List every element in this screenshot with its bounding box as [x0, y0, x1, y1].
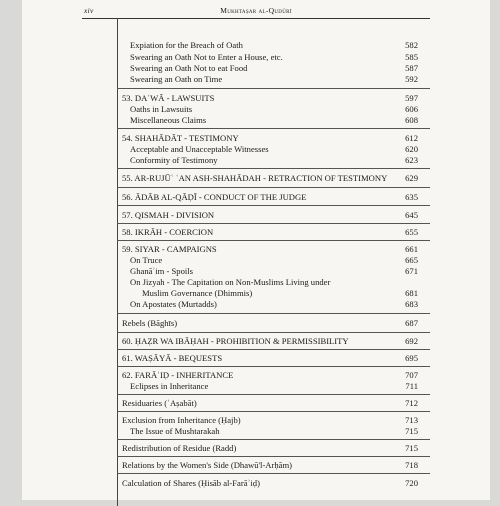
- toc-entry: On Jizyah - The Capitation on Non-Muslims Living under: [130, 277, 331, 287]
- toc-entry: Ghanāʾim - Spoils 671: [130, 266, 418, 276]
- header-rule: [82, 18, 430, 19]
- toc-entry: Swearing an Oath Not to Enter a House, etc. 585: [130, 52, 418, 62]
- toc-entry: Swearing an Oath on Time 592: [130, 74, 418, 84]
- toc-entry: Calculation of Shares (Ḥisāb al-Farāʾiḍ) 720: [122, 478, 418, 488]
- toc-chapter: 58. IKRĀH - COERCION 655: [122, 227, 418, 237]
- section-rule: [117, 366, 430, 367]
- section-rule: [117, 223, 430, 224]
- toc-entry: Expiation for the Breach of Oath 582: [130, 40, 418, 50]
- toc-entry: Acceptable and Unacceptable Witnesses 620: [130, 144, 418, 154]
- section-rule: [117, 394, 430, 395]
- book-title: Mukhtaṣar al-Qudūrī: [220, 6, 292, 15]
- toc-entry: Relations by the Women's Side (Dhawū'l-Arḥām) 718: [122, 460, 418, 470]
- toc-chapter: 62. FARĀʾIḌ - INHERITANCE 707: [122, 370, 418, 380]
- section-rule: [117, 205, 430, 206]
- page-number: xiv: [84, 6, 94, 15]
- section-rule: [117, 411, 430, 412]
- toc-entry: Oaths in Lawsuits 606: [130, 104, 418, 114]
- left-margin-rule: [117, 18, 118, 506]
- toc-entry-continued: Muslim Governance (Dhimmis) 681: [142, 288, 418, 298]
- section-rule: [117, 439, 430, 440]
- toc-chapter: 60. ḤAẒR WA IBĀḤAH - PROHIBITION & PERMISSIBILITY 692: [122, 336, 418, 346]
- toc-chapter: 56. ĀDĀB AL-QĀḌĪ - CONDUCT OF THE JUDGE 635: [122, 192, 418, 202]
- section-rule: [117, 88, 430, 89]
- section-rule: [117, 168, 430, 169]
- section-rule: [117, 332, 430, 333]
- toc-entry: Swearing an Oath Not to eat Food 587: [130, 63, 418, 73]
- toc-chapter: 61. WAṢĀYĀ - BEQUESTS 695: [122, 353, 418, 363]
- section-rule: [117, 313, 430, 314]
- toc-entry: On Apostates (Murtadds) 683: [130, 299, 418, 309]
- section-rule: [117, 349, 430, 350]
- toc-entry: Rebels (Bāghīs) 687: [122, 318, 418, 328]
- toc-entry: Residuaries (ʿAṣabāt) 712: [122, 398, 418, 408]
- section-rule: [117, 128, 430, 129]
- book-page: [22, 0, 490, 500]
- toc-chapter: 57. QISMAH - DIVISION 645: [122, 210, 418, 220]
- section-rule: [117, 473, 430, 474]
- toc-entry: The Issue of Mushtarakah 715: [130, 426, 418, 436]
- toc-entry: On Truce 665: [130, 255, 418, 265]
- toc-entry: Eclipses in Inheritance 711: [130, 381, 418, 391]
- toc-entry: Exclusion from Inheritance (Ḥajb) 713: [122, 415, 418, 425]
- toc-entry: Redistribution of Residue (Radd) 715: [122, 443, 418, 453]
- toc-entry: Miscellaneous Claims 608: [130, 115, 418, 125]
- section-rule: [117, 187, 430, 188]
- toc-chapter: 55. AR-RUJŪʿ ʿAN ASH-SHAHĀDAH - RETRACTION OF TESTIMONY 629: [122, 173, 418, 183]
- section-rule: [117, 456, 430, 457]
- toc-chapter: 59. SIYAR - CAMPAIGNS 661: [122, 244, 418, 254]
- toc-entry: Conformity of Testimony 623: [130, 155, 418, 165]
- toc-chapter: 53. DAʿWĀ - LAWSUITS 597: [122, 93, 418, 103]
- section-rule: [117, 240, 430, 241]
- toc-chapter: 54. SHAHĀDĀT - TESTIMONY 612: [122, 133, 418, 143]
